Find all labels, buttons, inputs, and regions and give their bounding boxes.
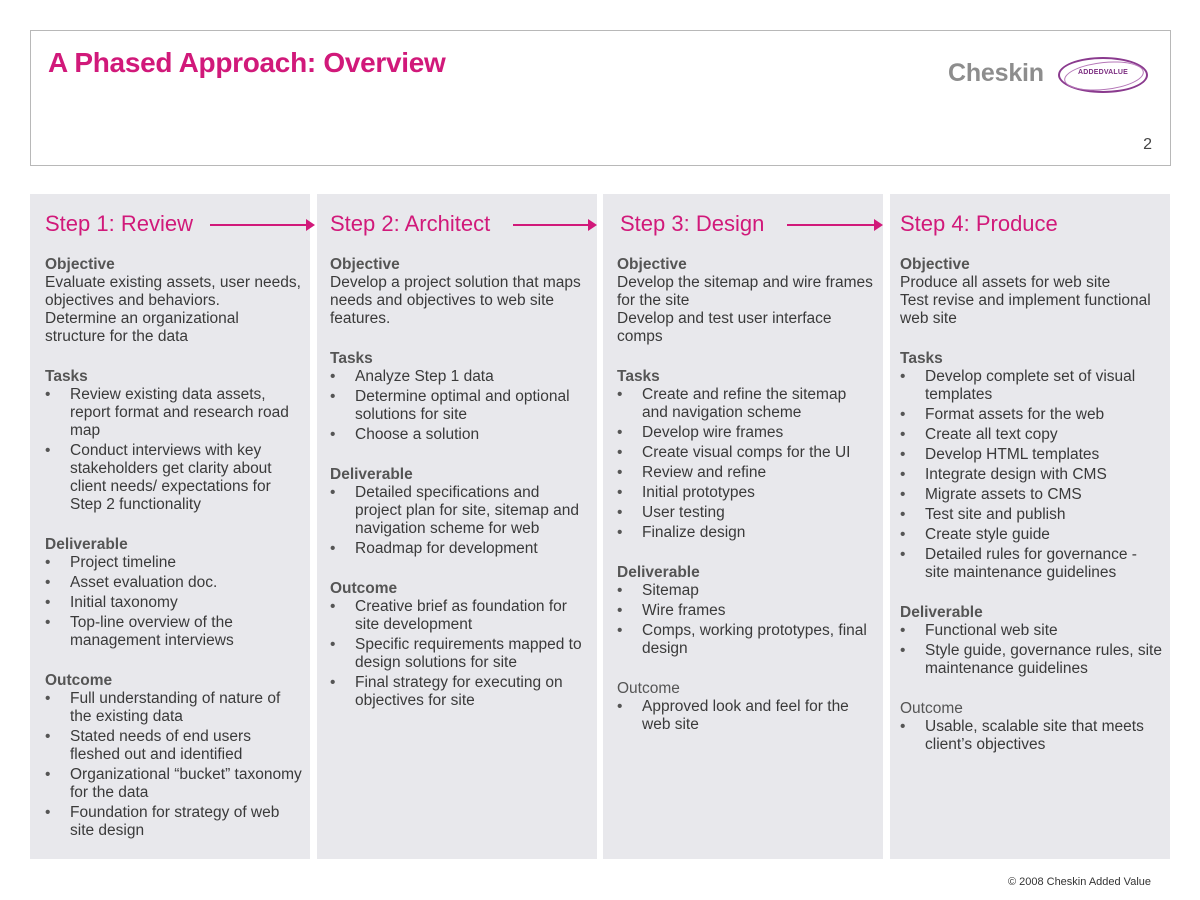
- list-item: • Comps, working prototypes, final design: [617, 622, 875, 658]
- outcomes-list: [330, 598, 589, 710]
- list-item: • Roadmap for development: [330, 540, 589, 558]
- tasks-label: Tasks: [45, 368, 88, 385]
- list-item: • Create all text copy: [900, 426, 1162, 444]
- list-item: • Develop wire frames: [617, 424, 875, 442]
- deliverables-list: [900, 622, 1162, 678]
- list-item: • Project timeline: [45, 554, 302, 572]
- objective-label: Objective: [45, 256, 115, 273]
- deliverable-label: Deliverable: [617, 564, 700, 581]
- list-item: • Format assets for the web: [900, 406, 1162, 424]
- step-1-column: [30, 194, 310, 859]
- list-item: • Final strategy for executing on objectives for site: [330, 674, 589, 710]
- list-item: • Create visual comps for the UI: [617, 444, 875, 462]
- step-body: [900, 256, 1162, 754]
- step-body: [330, 256, 589, 710]
- outcomes-list: [617, 698, 875, 734]
- list-item: • Detailed rules for governance - site maintenance guidelines: [900, 546, 1162, 582]
- step-4-column: [890, 194, 1170, 859]
- tasks-list: [617, 386, 875, 542]
- arrow-right-icon: [210, 224, 313, 226]
- list-item: • Stated needs of end users fleshed out and identified: [45, 728, 302, 764]
- objective-text: Evaluate existing assets, user needs, objectives and behaviors.: [45, 274, 301, 309]
- objective-label: Objective: [900, 256, 970, 273]
- logo-badge: ADDEDVALUE: [1077, 69, 1129, 76]
- deliverable-label: Deliverable: [330, 466, 413, 483]
- list-item: • Migrate assets to CMS: [900, 486, 1162, 504]
- list-item: • Foundation for strategy of web site design: [45, 804, 302, 840]
- list-item: • Wire frames: [617, 602, 875, 620]
- header-box: [30, 30, 1171, 166]
- list-item: • Full understanding of nature of the existing data: [45, 690, 302, 726]
- objective-text: Test revise and implement functional web site: [900, 292, 1151, 327]
- outcome-label: Outcome: [900, 700, 963, 717]
- outcomes-list: [900, 718, 1162, 754]
- tasks-label: Tasks: [617, 368, 660, 385]
- list-item: • Approved look and feel for the web site: [617, 698, 875, 734]
- logo-text: Cheskin: [948, 59, 1044, 87]
- outcomes-list: [45, 690, 302, 840]
- list-item: • User testing: [617, 504, 875, 522]
- list-item: • Initial taxonomy: [45, 594, 302, 612]
- tasks-label: Tasks: [330, 350, 373, 367]
- outcome-label: Outcome: [617, 680, 680, 697]
- list-item: • Analyze Step 1 data: [330, 368, 589, 386]
- deliverables-list: [330, 484, 589, 558]
- list-item: • Develop complete set of visual templates: [900, 368, 1162, 404]
- page-title: A Phased Approach: Overview: [48, 47, 446, 78]
- deliverable-label: Deliverable: [900, 604, 983, 621]
- list-item: • Top-line overview of the management interviews: [45, 614, 302, 650]
- step-title: Step 4: Produce: [900, 211, 1058, 236]
- step-2-column: [317, 194, 597, 859]
- page-number: 2: [1143, 136, 1152, 153]
- list-item: • Creative brief as foundation for site development: [330, 598, 589, 634]
- deliverables-list: [617, 582, 875, 658]
- tasks-label: Tasks: [900, 350, 943, 367]
- step-title: Step 1: Review: [45, 211, 193, 236]
- list-item: • Functional web site: [900, 622, 1162, 640]
- list-item: • Organizational “bucket” taxonomy for the data: [45, 766, 302, 802]
- step-title: Step 2: Architect: [330, 211, 491, 236]
- list-item: • Detailed specifications and project plan for site, sitemap and navigation scheme for web: [330, 484, 589, 538]
- objective-label: Objective: [617, 256, 687, 273]
- step-title: Step 3: Design: [620, 211, 765, 236]
- step-body: [617, 256, 875, 734]
- list-item: • Determine optimal and optional solutions for site: [330, 388, 589, 424]
- list-item: • Finalize design: [617, 524, 875, 542]
- list-item: • Integrate design with CMS: [900, 466, 1162, 484]
- objective-text: Develop a project solution that maps needs and objectives to web site features.: [330, 274, 581, 327]
- list-item: • Conduct interviews with key stakeholders get clarity about client needs/ expectations for Step 2 functionality: [45, 442, 302, 514]
- step-body: [45, 256, 302, 840]
- list-item: • Initial prototypes: [617, 484, 875, 502]
- list-item: • Choose a solution: [330, 426, 589, 444]
- list-item: • Review and refine: [617, 464, 875, 482]
- deliverable-label: Deliverable: [45, 536, 128, 553]
- objective-text: Develop the sitemap and wire frames for the site: [617, 274, 873, 309]
- list-item: • Style guide, governance rules, site maintenance guidelines: [900, 642, 1162, 678]
- tasks-list: [330, 368, 589, 444]
- arrow-right-icon: [787, 224, 881, 226]
- objective-label: Objective: [330, 256, 400, 273]
- outcome-label: Outcome: [330, 580, 398, 597]
- deliverables-list: [45, 554, 302, 650]
- list-item: • Test site and publish: [900, 506, 1162, 524]
- tasks-list: [45, 386, 302, 514]
- list-item: • Review existing data assets, report format and research road map: [45, 386, 302, 440]
- arrow-right-icon: [513, 224, 595, 226]
- tasks-list: [900, 368, 1162, 582]
- step-3-column: [603, 194, 883, 859]
- cheskin-logo: [948, 55, 1158, 97]
- list-item: • Create style guide: [900, 526, 1162, 544]
- list-item: • Usable, scalable site that meets client’s objectives: [900, 718, 1162, 754]
- objective-text: Produce all assets for web site: [900, 274, 1111, 291]
- list-item: • Sitemap: [617, 582, 875, 600]
- list-item: • Asset evaluation doc.: [45, 574, 302, 592]
- objective-text: Determine an organizational structure for the data: [45, 310, 239, 345]
- copyright: © 2008 Cheskin Added Value: [1007, 876, 1151, 888]
- objective-text: Develop and test user interface comps: [617, 310, 832, 345]
- list-item: • Specific requirements mapped to design solutions for site: [330, 636, 589, 672]
- outcome-label: Outcome: [45, 672, 113, 689]
- list-item: • Create and refine the sitemap and navigation scheme: [617, 386, 875, 422]
- list-item: • Develop HTML templates: [900, 446, 1162, 464]
